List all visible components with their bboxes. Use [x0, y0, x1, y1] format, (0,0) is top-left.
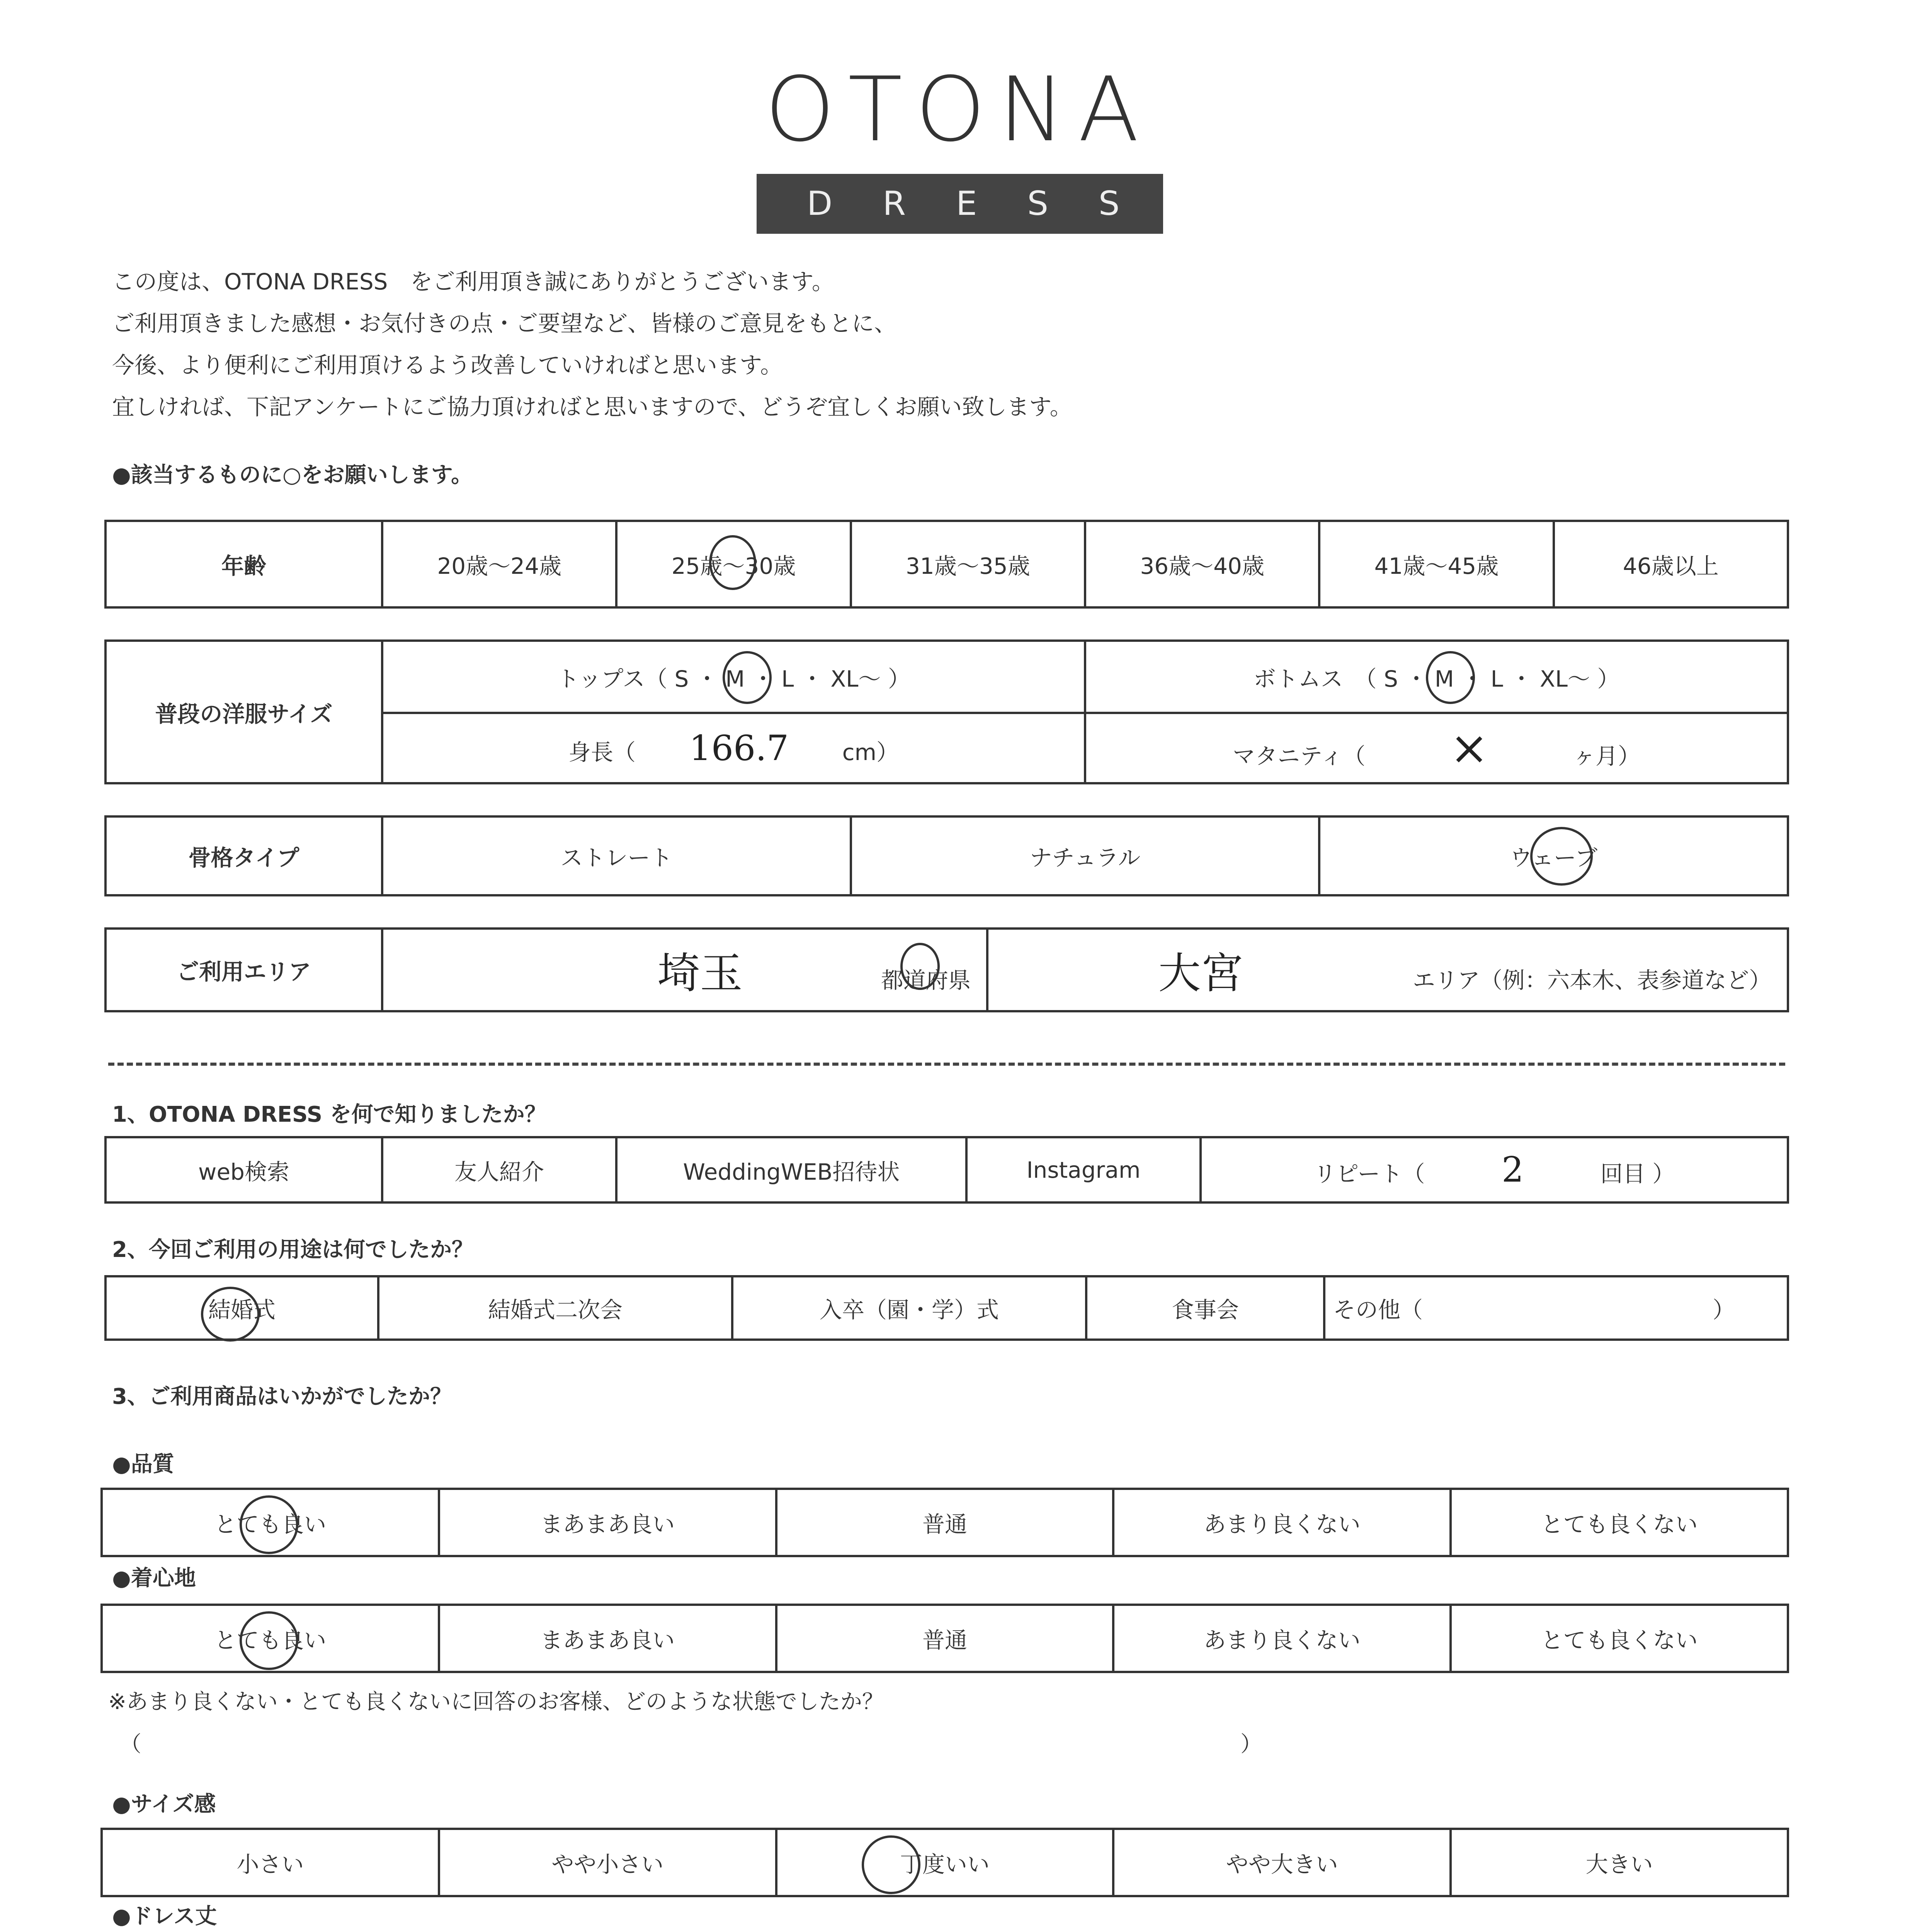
- tops-size[interactable]: トップス（ S ・ M ・ L ・ XL～ ）: [382, 641, 1085, 713]
- area-value[interactable]: 大宮: [1158, 949, 1243, 998]
- comfort-option[interactable]: とても良い: [102, 1605, 439, 1672]
- selection-circle: [709, 535, 756, 590]
- quality-table: [100, 1488, 1789, 1557]
- q2-other[interactable]: [1324, 1276, 1788, 1340]
- selection-circle: [1426, 651, 1475, 704]
- fit-option[interactable]: 丁度いい: [776, 1829, 1114, 1896]
- q1-title: 1、OTONA DRESS を何で知りましたか？: [112, 1102, 546, 1127]
- q2-option[interactable]: 結婚式二次会: [378, 1276, 732, 1340]
- pref-value[interactable]: 埼玉: [657, 949, 743, 998]
- body-type-option[interactable]: ストレート: [382, 816, 851, 895]
- repeat-cell: [1201, 1137, 1788, 1202]
- divider: [108, 1063, 1785, 1066]
- comfort-option[interactable]: まあまあ良い: [439, 1605, 776, 1672]
- intro-line-2: ご利用頂きました感想・お気付きの点・ご要望など、皆様のご意見をもとに、: [112, 310, 897, 337]
- comfort-label: ●着心地: [112, 1566, 196, 1591]
- quality-option[interactable]: とても良い: [102, 1489, 439, 1556]
- fit-table: [100, 1828, 1789, 1897]
- height-value[interactable]: 166.7: [689, 728, 789, 769]
- intro-line-1: この度は、OTONA DRESS をご利用頂き誠にありがとうございます。: [112, 269, 834, 295]
- comfort-option[interactable]: 普通: [776, 1605, 1114, 1672]
- repeat-label: リピート（: [1313, 1161, 1425, 1187]
- q2-title: 2、今回ご利用の用途は何でしたか？: [112, 1237, 473, 1262]
- body-type-option[interactable]: ウェーブ: [1319, 816, 1788, 895]
- selection-circle: [862, 1835, 920, 1894]
- q1-option[interactable]: web検索: [105, 1137, 382, 1202]
- age-option[interactable]: 31歳～35歳: [851, 521, 1085, 607]
- fit-option[interactable]: 小さい: [102, 1829, 439, 1896]
- age-option[interactable]: 46歳以上: [1554, 521, 1788, 607]
- quality-option[interactable]: 普通: [776, 1489, 1114, 1556]
- q1-table: [104, 1136, 1789, 1204]
- age-option[interactable]: 25歳～30歳: [616, 521, 850, 607]
- quality-option[interactable]: とても良くない: [1451, 1489, 1788, 1556]
- comfort-option[interactable]: あまり良くない: [1113, 1605, 1451, 1672]
- maternity-label: マタニティ（: [1233, 743, 1366, 769]
- age-option[interactable]: 41歳～45歳: [1319, 521, 1553, 607]
- pref-cell: [382, 929, 987, 1011]
- body-type-option[interactable]: ナチュラル: [851, 816, 1320, 895]
- q1-option[interactable]: 友人紹介: [382, 1137, 616, 1202]
- repeat-value[interactable]: 2: [1501, 1150, 1524, 1190]
- selection-circle: [201, 1287, 260, 1342]
- area-table: [104, 927, 1789, 1012]
- q1-option[interactable]: WeddingWEB招待状: [616, 1137, 966, 1202]
- q2-other-close: ）: [1713, 1297, 1735, 1323]
- comfort-paren-close: ）: [1240, 1732, 1262, 1757]
- height-cell: [382, 713, 1085, 783]
- selection-circle: [723, 651, 772, 704]
- area-label: ご利用エリア: [105, 929, 382, 1011]
- comfort-paren-open: （: [120, 1732, 141, 1757]
- q3-title: 3、ご利用商品はいかがでしたか？: [112, 1384, 452, 1409]
- height-unit: cm）: [842, 739, 899, 765]
- q2-option[interactable]: 結婚式: [105, 1276, 378, 1340]
- bottoms-size[interactable]: ボトムス （ S ・ M ・ L ・ XL～ ）: [1085, 641, 1788, 713]
- comfort-note: ※あまり良くない・とても良くないに回答のお客様、どのような状態でしたか？: [108, 1689, 884, 1714]
- age-option[interactable]: 20歳～24歳: [382, 521, 616, 607]
- q2-table: [104, 1275, 1789, 1341]
- selection-circle: [1530, 827, 1593, 886]
- quality-option[interactable]: あまり良くない: [1113, 1489, 1451, 1556]
- height-label: 身長（: [568, 739, 636, 765]
- comfort-table: [100, 1604, 1789, 1673]
- age-option[interactable]: 36歳～40歳: [1085, 521, 1319, 607]
- selection-circle: [240, 1611, 298, 1670]
- q1-option[interactable]: Instagram: [966, 1137, 1201, 1202]
- logo-subtitle: DRESS: [807, 184, 1170, 223]
- size-table: [104, 639, 1789, 784]
- length-label: ●ドレス丈: [112, 1904, 217, 1929]
- quality-label: ●品質: [112, 1452, 174, 1477]
- maternity-unit: ヶ月）: [1573, 743, 1640, 769]
- quality-option[interactable]: まあまあ良い: [439, 1489, 776, 1556]
- maternity-cell: [1085, 713, 1788, 783]
- repeat-unit: 回目 ）: [1600, 1161, 1675, 1187]
- comfort-option[interactable]: とても良くない: [1451, 1605, 1788, 1672]
- fit-option[interactable]: やや大きい: [1113, 1829, 1451, 1896]
- q2-option[interactable]: 入卒（園・学）式: [732, 1276, 1086, 1340]
- selection-circle: [240, 1495, 298, 1554]
- intro-line-3: 今後、より便利にご利用頂けるよう改善していければと思います。: [112, 352, 783, 378]
- q2-other-label: その他（: [1333, 1297, 1423, 1323]
- selection-circle: [900, 943, 940, 990]
- age-table: [104, 520, 1789, 609]
- area-label-text: エリア（例：六本木、表参道など）: [1412, 967, 1771, 993]
- body-type-label: 骨格タイプ: [105, 816, 382, 895]
- intro-line-4: 宜しければ、下記アンケートにご協力頂ければと思いますので、どうぞ宜しくお願い致します。: [112, 394, 1072, 420]
- size-label: 普段の洋服サイズ: [105, 641, 382, 783]
- instruction: ●該当するものに○をお願いします。: [112, 463, 473, 488]
- pref-label: 都道府県: [881, 967, 971, 993]
- q2-option[interactable]: 食事会: [1086, 1276, 1324, 1340]
- age-label: 年齢: [105, 521, 382, 607]
- maternity-value[interactable]: ×: [1449, 721, 1489, 775]
- logo-title: OTONA: [765, 58, 1152, 162]
- fit-option[interactable]: 大きい: [1451, 1829, 1788, 1896]
- fit-option[interactable]: やや小さい: [439, 1829, 776, 1896]
- area-cell: [987, 929, 1788, 1011]
- fit-label: ●サイズ感: [112, 1792, 216, 1817]
